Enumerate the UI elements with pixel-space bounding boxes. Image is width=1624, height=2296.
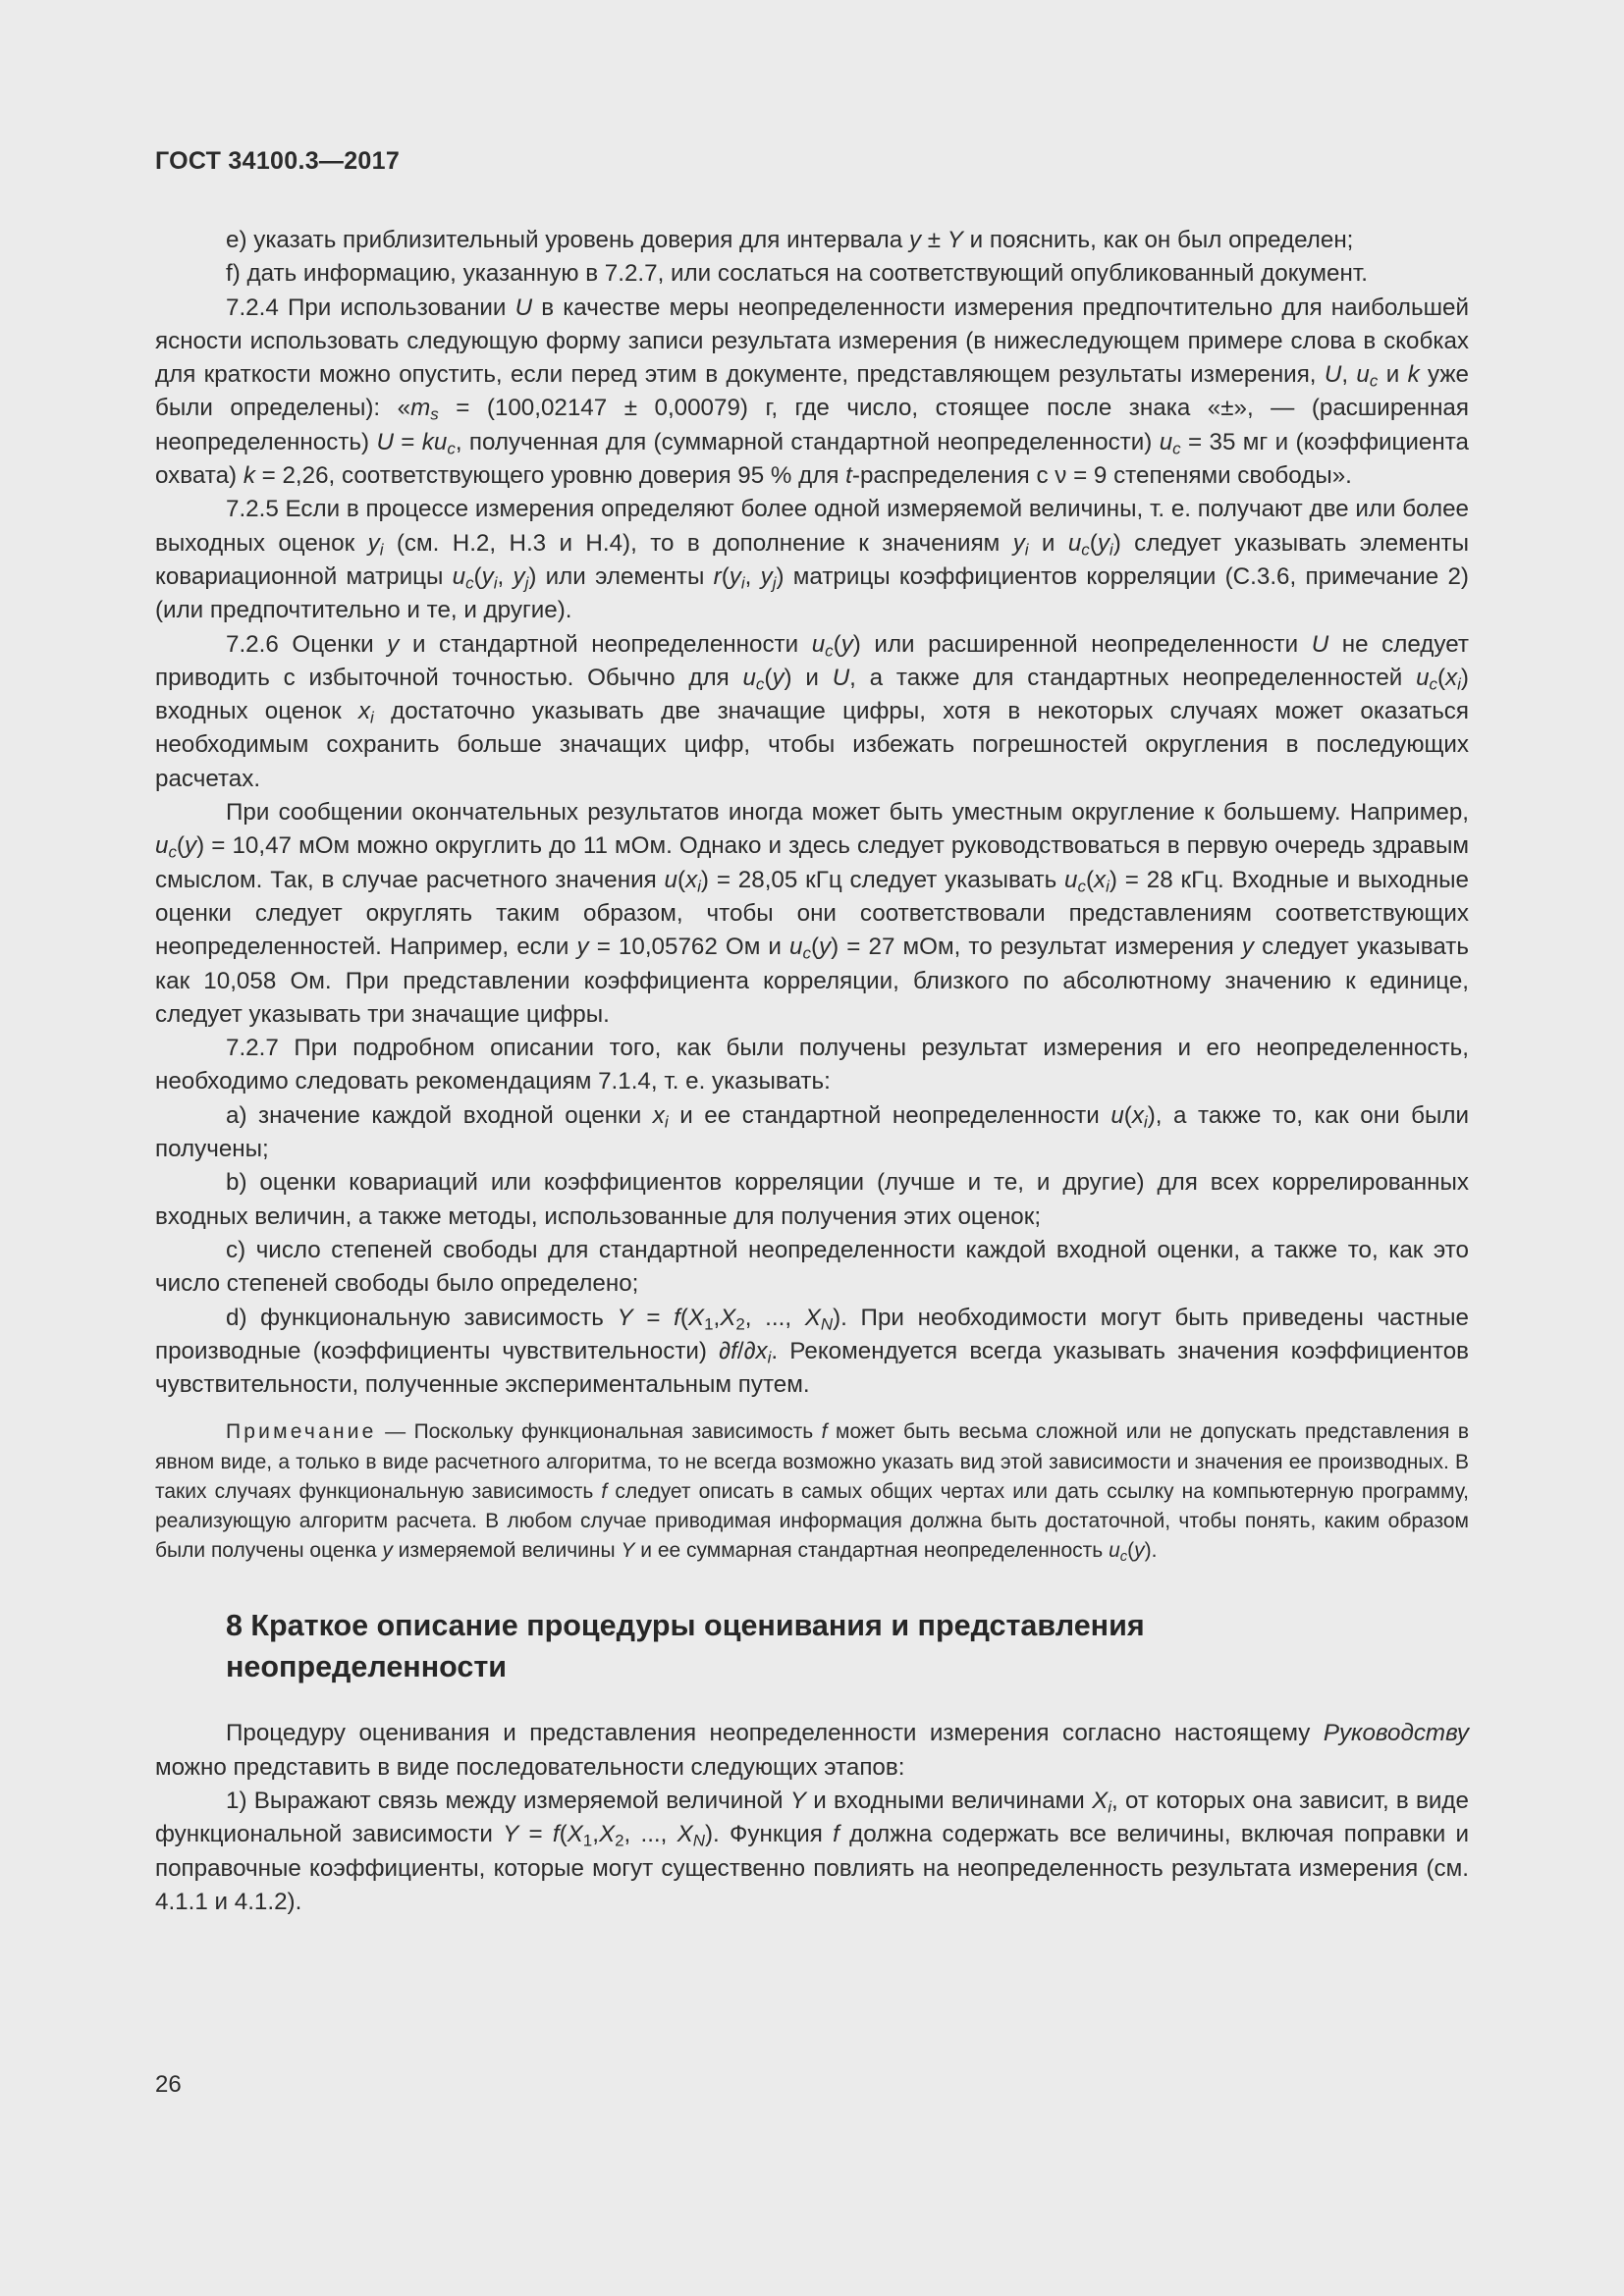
paragraph-e: e) указать приблизительный уровень доверия для интервала y ± Y и пояснить, как он был определен; [226, 227, 1354, 253]
paragraph-step-1: 1) Выражают связь между измеряемой величиной Y и входными величинами $X_i$, от которых она зависит, в виде функциональной зависимости $Y = f(X_1,X_2$, ..., $X_N$). Функция f должна содержать все величины, включая поправки и поправочные коэффициенты, которые могут существенно повлиять на неопределенность результата измерения (см. 4.1.1 и 4.1.2). [155, 1788, 1469, 1915]
list-item-a: a) значение каждой входной оценки $x_i$ и ее стандартной неопределенности $u(x_i)$, а также то, как они были получены; [155, 1101, 1469, 1163]
doc-header: ГОСТ 34100.3—2017 [155, 147, 401, 175]
paragraph-f: f) дать информацию, указанную в 7.2.7, или сослаться на соответствующий опубликованный документ. [226, 260, 1368, 288]
list-item-d: d) функциональную зависимость $Y = f(X_1,X_2$, ..., $X_N$). При необходимости могут быть приведены частные производные (коэффициенты чувствительности) $\partial f/\partial x_i$. Рекомендуется всегда указывать значения коэффициентов чувствительности, полученные экспериментальным путем. [155, 1304, 1469, 1399]
list-item-b: b) оценки ковариаций или коэффициентов корреляции (лучше и те, и другие) для всех коррелированных входных величин, а также методы, использованные для получения этих оценок; [155, 1169, 1469, 1230]
note-label: Примечание [226, 1420, 377, 1444]
page-number: 26 [155, 2071, 182, 2098]
section-8-heading: 8 Краткое описание процедуры оценивания и представления неопределенности [226, 1609, 1145, 1684]
paragraph-section-8-intro: Процедуру оценивания и представления неопределенности измерения согласно настоящему Руководству можно представить в виде последовательности следующих этапов: [155, 1720, 1469, 1781]
list-item-c: c) число степеней свободы для стандартной неопределенности каждой входной оценки, а также то, как это число степеней свободы было определено; [155, 1236, 1469, 1298]
paragraph-7-2-7: 7.2.7 При подробном описании того, как были получены результат измерения и его неопределенность, необходимо следовать рекомендациям 7.1.4, т. е. указывать: [155, 1035, 1469, 1095]
note-block: Примечание — Поскольку функциональная зависимость f может быть весьма сложной или не допускать представления в явном виде, а только в виде расчетного алгоритма, то не всегда возможно указать вид этой зависимости и значения ее производных. В таких случаях функциональную зависимость f следует описать в самых общих чертах или дать ссылку на компьютерную программу, реализующую алгоритм расчета. В любом случае приводимая информация должна быть достаточной, чтобы понять, каким образом были получены оценка y измеряемой величины Y и ее суммарная стандартная неопределенность $u_c(y)$. [155, 1420, 1470, 1566]
page-content [155, 224, 1469, 1919]
paragraph-rounding: При сообщении окончательных результатов иногда может быть уместным округление к большему. Например, $u_c(y) = 10,47$ мОм можно округлить до 11 мОм. Однако и здесь следует руководствоваться в первую очередь здравым смыслом. Так, в случае расчетного значения $u(x_i) = 28,05$ кГц следует указывать $u_c(x_i) = 28$ кГц. Входные и выходные оценки следует округлять таким образом, чтобы они соответствовали представлениям соответствующих неопределенностей. Например, если y = 10,05762 Ом и $u_c(y) = 27$ мОм, то результат измерения y следует указывать как 10,058 Ом. При представлении коэффициента корреляции, близкого по абсолютному значению к единице, следует указывать три значащие цифры. [155, 799, 1469, 1028]
paragraph-7-2-4: 7.2.4 При использовании U в качестве меры неопределенности измерения предпочтительно для наибольшей ясности использовать следующую форму записи результата измерения (в нижеследующем примере слова в скобках для краткости можно опустить, если перед этим в документе, представляющем результаты измерения, U, $u_c$ и k уже были определены): «$m_s = (100,02147 \pm 0,00079)$ г, где число, стоящее после знака «±», — (расширенная неопределенность) $U = ku_c$, полученная для (суммарной стандартной неопределенности) $u_c = 35$ мг и (коэффициента охвата) k = 2,26, соответствующего уровню доверия 95 % для t-распределения с ν = 9 степенями свободы». [155, 294, 1470, 490]
paragraph-7-2-5: 7.2.5 Если в процессе измерения определяют более одной измеряемой величины, т. е. получают две или более выходных оценок $y_i$ (см. H.2, H.3 и H.4), то в дополнение к значениям $y_i$ и $u_c(y_i)$ следует указывать элементы ковариационной матрицы $u_c(y_i$, $y_j$) или элементы $r(y_i$, $y_j$) матрицы коэффициентов корреляции (C.3.6, примечание 2) (или предпочтительно и те, и другие). [155, 496, 1470, 624]
paragraph-7-2-6: 7.2.6 Оценки y и стандартной неопределенности $u_c(y)$ или расширенной неопределенности U не следует приводить с избыточной точностью. Обычно для $u_c(y)$ и U, а также для стандартных неопределенностей $u_c(x_i)$ входных оценок $x_i$ достаточно указывать две значащие цифры, хотя в некоторых случаях может оказаться необходимым сохранить больше значащих цифр, чтобы избежать погрешностей округления в последующих расчетах. [155, 630, 1469, 792]
